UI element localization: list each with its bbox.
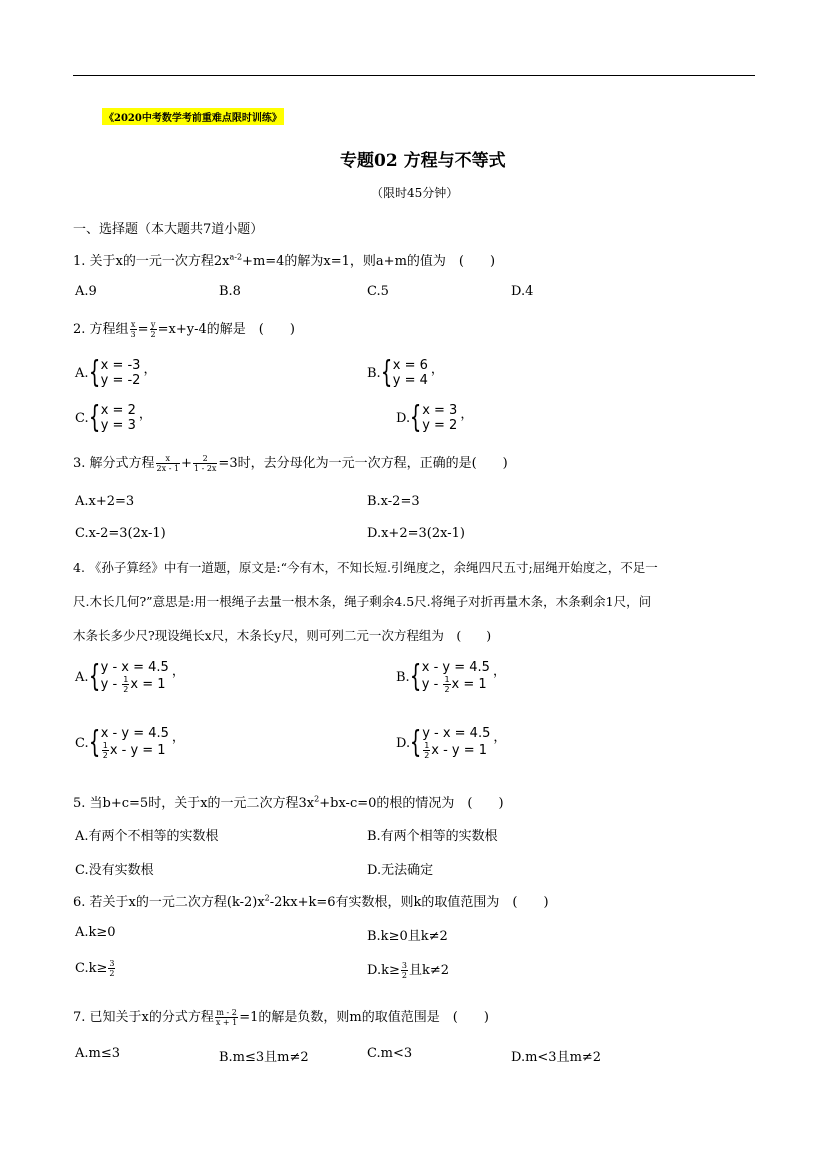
half-fraction — [102, 741, 109, 760]
fraction-denominator: 2 — [401, 971, 407, 980]
option-label: C. — [75, 410, 89, 426]
system-line-2 — [101, 675, 169, 694]
comma: ， — [430, 362, 444, 377]
brace-icon: { — [88, 400, 100, 435]
q5-option-d[interactable]: D.无法确定 — [367, 863, 434, 878]
fraction-numerator: 1 — [102, 741, 108, 750]
question-4-line-3: 木条长多少尺?现设绳长x尺，木条长y尺，则可列二元一次方程组为 ( ) — [73, 628, 492, 643]
system-line-2: y = 4 — [392, 373, 428, 388]
q2-fraction-y2 — [150, 320, 157, 339]
system-line-1: x = 3 — [422, 403, 458, 418]
brace-icon: { — [88, 725, 100, 760]
fraction-numerator: 3 — [401, 961, 407, 970]
option-text: C.k≥ — [75, 961, 108, 976]
option-label: B. — [367, 365, 381, 381]
fraction-denominator: 3 — [130, 330, 136, 339]
system-line-1: x = -3 — [100, 358, 141, 373]
q2-fraction-x3 — [130, 320, 137, 339]
fraction-numerator: 3 — [109, 959, 115, 968]
question-1 — [73, 250, 495, 269]
q1-exponent: a-2 — [229, 252, 243, 262]
system-line-2 — [422, 741, 490, 760]
system-line-1: y - x = 4.5 — [422, 726, 491, 741]
q3-option-a[interactable]: A.x+2=3 — [75, 494, 135, 509]
fraction-denominator: 2 — [150, 330, 156, 339]
equals-sign: = — [137, 322, 149, 337]
system-line-2: y = -2 — [100, 373, 141, 388]
fraction-numerator: x — [156, 454, 180, 464]
system-line-1: x = 6 — [392, 358, 428, 373]
q6-stem-b: -2kx+k=6有实数根，则k的取值范围为 ( ) — [269, 895, 549, 910]
fraction-denominator: x + 1 — [215, 1018, 238, 1027]
line-suffix: x - y = 1 — [431, 743, 488, 758]
fraction-denominator: 2 — [102, 751, 108, 760]
question-4-line-1: 4. 《孙子算经》中有一道题，原文是:“今有木，不知长短.引绳度之，余绳四尺五寸;屈绳开始度之，不足一 — [73, 560, 658, 575]
q3-option-d[interactable]: D.x+2=3(2x-1) — [367, 526, 465, 541]
system-line-1: y - x = 4.5 — [100, 660, 169, 675]
q3-stem-a: 3. 解分式方程 — [73, 456, 155, 471]
fraction-denominator: 2 — [444, 685, 450, 694]
fraction-denominator: 2 — [424, 751, 430, 760]
q3-option-b[interactable]: B.x-2=3 — [367, 494, 420, 509]
system-line-2 — [422, 675, 490, 694]
brace-icon: { — [409, 400, 422, 435]
q4-option-d[interactable] — [396, 726, 506, 760]
system-line-2 — [101, 741, 169, 760]
question-2 — [73, 318, 295, 339]
q1-option-b[interactable]: B.8 — [219, 284, 241, 299]
line-suffix: x - y = 1 — [109, 743, 166, 758]
q5-option-b[interactable]: B.有两个相等的实数根 — [367, 829, 498, 844]
q2-option-b[interactable] — [367, 355, 444, 390]
fraction-denominator: 1 - 2x — [193, 464, 217, 473]
q2-option-a[interactable] — [75, 355, 157, 390]
comma: ， — [138, 407, 152, 422]
q2-stem-a: 2. 方程组 — [73, 322, 129, 337]
system-line-1: x - y = 4.5 — [100, 726, 169, 741]
fraction-numerator: 1 — [123, 675, 129, 684]
system-line-2: y = 3 — [100, 418, 136, 433]
q7-fraction — [215, 1008, 238, 1027]
q3-stem-b: =3时，去分母化为一元一次方程，正确的是( ) — [218, 456, 508, 471]
option-label: D. — [396, 410, 411, 426]
page-title: 专题02 方程与不等式 — [340, 151, 506, 171]
q1-stem-a: 1. 关于x的一元一次方程2x — [73, 254, 230, 269]
brace-icon: { — [380, 355, 392, 390]
q7-stem-a: 7. 已知关于x的分式方程 — [73, 1010, 214, 1025]
three-halves-fraction — [108, 959, 115, 978]
line-prefix: y - — [100, 677, 122, 692]
comma: ， — [492, 664, 506, 679]
option-label: A. — [75, 365, 89, 381]
q2-stem-b: =x+y-4的解是 ( ) — [157, 322, 295, 337]
fraction-denominator: 2x - 1 — [156, 464, 180, 473]
comma: ， — [171, 730, 185, 745]
q5-exponent: 2 — [314, 794, 320, 804]
option-label: C. — [75, 735, 89, 751]
line-suffix: x = 1 — [130, 677, 166, 692]
series-tag: 《2020中考数学考前重难点限时训练》 — [102, 108, 284, 125]
half-fraction — [423, 741, 430, 760]
q3-option-c[interactable]: C.x-2=3(2x-1) — [75, 526, 166, 541]
fraction-denominator: 2 — [123, 685, 129, 694]
fraction-numerator: m - 2 — [216, 1008, 237, 1017]
q3-fraction-2 — [193, 454, 217, 473]
q1-stem-b: +m=4的解为x=1，则a+m的值为 ( ) — [242, 254, 496, 269]
q4-option-a[interactable] — [75, 660, 185, 694]
fraction-denominator: 2 — [109, 969, 115, 978]
comma: ， — [143, 362, 157, 377]
section-heading: 一、选择题（本大题共7道小题） — [73, 222, 264, 237]
q6-exponent: 2 — [264, 893, 270, 903]
q2-option-c[interactable] — [75, 400, 152, 435]
brace-icon: { — [88, 659, 100, 694]
three-halves-fraction — [401, 961, 408, 980]
comma: ， — [171, 664, 185, 679]
system-line-2: y = 2 — [422, 418, 458, 433]
brace-icon: { — [409, 659, 421, 694]
option-label: B. — [396, 669, 410, 685]
fraction-numerator: y — [150, 320, 156, 329]
option-text-suffix: 且k≠2 — [408, 963, 450, 978]
question-5 — [73, 792, 504, 811]
q6-option-a[interactable]: A.k≥0 — [75, 925, 116, 940]
comma: ， — [493, 730, 507, 745]
q6-option-b[interactable]: B.k≥0且k≠2 — [367, 929, 448, 944]
fraction-numerator: 1 — [444, 675, 450, 684]
fraction-numerator: 2 — [193, 454, 217, 464]
option-text: D.k≥ — [367, 963, 400, 978]
system-line-1: x - y = 4.5 — [421, 660, 490, 675]
option-label: D. — [396, 735, 411, 751]
question-7 — [73, 1006, 489, 1027]
header-rule — [73, 75, 755, 76]
q7-option-d[interactable]: D.m<3且m≠2 — [511, 1050, 602, 1065]
comma: ， — [460, 407, 474, 422]
q4-option-c[interactable] — [75, 726, 185, 760]
brace-icon: { — [88, 355, 100, 390]
line-prefix: y - — [421, 677, 443, 692]
brace-icon: { — [409, 725, 422, 760]
option-label: A. — [75, 669, 89, 685]
q6-option-d[interactable] — [367, 959, 449, 980]
fraction-numerator: x — [130, 320, 136, 329]
q3-fraction-1 — [156, 454, 180, 473]
plus-sign: + — [181, 456, 192, 471]
q4-option-b[interactable] — [396, 660, 506, 694]
system-line-1: x = 2 — [100, 403, 136, 418]
q1-option-c[interactable]: C.5 — [367, 284, 389, 299]
q6-stem-a: 6. 若关于x的一元二次方程(k-2)x — [73, 895, 265, 910]
q7-stem-b: =1的解是负数，则m的取值范围是 ( ) — [239, 1010, 489, 1025]
question-6 — [73, 891, 549, 910]
q7-option-b[interactable]: B.m≤3且m≠2 — [219, 1050, 309, 1065]
q5-stem-b: +bx-c=0的根的情况为 ( ) — [319, 796, 504, 811]
q7-option-a[interactable]: A.m≤3 — [75, 1046, 121, 1061]
q5-option-c[interactable]: C.没有实数根 — [75, 863, 154, 878]
line-suffix: x = 1 — [451, 677, 487, 692]
half-fraction — [443, 675, 450, 694]
time-limit: （限时45分钟） — [371, 186, 459, 200]
fraction-numerator: 1 — [424, 741, 430, 750]
question-4-line-2: 尺.木长几何?”意思是:用一根绳子去量一根木条，绳子剩余4.5尺.将绳子对折再量木条，木条剩余1尺，问 — [73, 594, 652, 609]
q5-stem-a: 5. 当b+c=5时，关于x的一元二次方程3x — [73, 796, 315, 811]
q7-option-c[interactable]: C.m<3 — [367, 1046, 413, 1061]
question-3 — [73, 452, 508, 473]
q1-option-d[interactable]: D.4 — [511, 284, 534, 299]
half-fraction — [122, 675, 129, 694]
q5-option-a[interactable]: A.有两个不相等的实数根 — [75, 829, 219, 844]
q1-option-a[interactable]: A.9 — [75, 284, 97, 299]
q6-option-c[interactable] — [75, 959, 116, 978]
q2-option-d[interactable] — [396, 400, 474, 435]
